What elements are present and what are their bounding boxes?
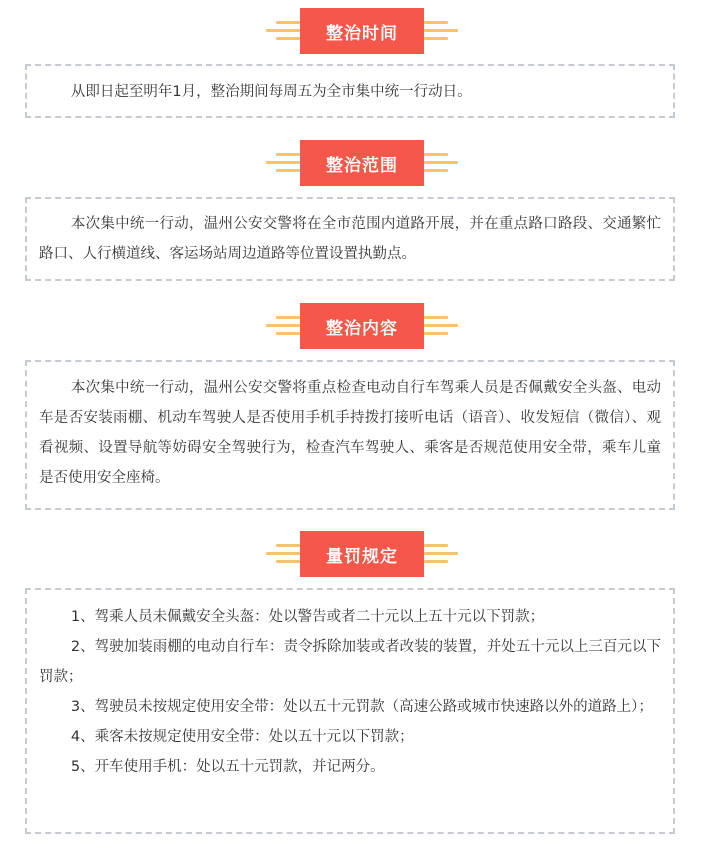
decorative-lines-right [424, 541, 462, 567]
section-title: 整治范围 [300, 140, 424, 186]
paragraph: 从即日起至明年1月，整治期间每周五为全市集中统一行动日。 [70, 84, 472, 100]
section-header-content [0, 303, 715, 349]
decorative-lines-left [262, 541, 300, 567]
decorative-lines-left [262, 18, 300, 44]
section-title: 整治时间 [300, 8, 424, 54]
section-title: 量罚规定 [300, 531, 424, 577]
section-box-time [25, 64, 675, 118]
paragraph: 本次集中统一行动，温州公安交警将在全市范围内道路开展，并在重点路口路段、交通繁忙路口、人行横道线、客运场站周边道路等位置设置执勤点。 [39, 216, 661, 262]
penalty-item: 2、驾驶加装雨棚的电动自行车：责令拆除加装或者改装的装置，并处五十元以上三百元以下罚款； [39, 639, 661, 685]
section-title: 整治内容 [300, 303, 424, 349]
decorative-lines-right [424, 313, 462, 339]
section-header-penalties [0, 531, 715, 577]
penalty-item: 4、乘客未按规定使用安全带：处以五十元以下罚款； [70, 729, 414, 745]
section-box-scope [25, 197, 675, 281]
section-header-scope [0, 140, 715, 186]
section-box-content [25, 360, 675, 510]
penalty-item: 5、开车使用手机：处以五十元罚款，并记两分。 [70, 759, 385, 775]
decorative-lines-right [424, 150, 462, 176]
section-box-penalties [25, 588, 675, 834]
decorative-lines-left [262, 150, 300, 176]
penalty-item: 1、驾乘人员未佩戴安全头盔：处以警告或者二十元以上五十元以下罚款； [70, 609, 545, 625]
paragraph: 本次集中统一行动，温州公安交警将重点检查电动自行车驾乘人员是否佩戴安全头盔、电动车是否安装雨棚、机动车驾驶人是否使用手机手持拨打接听电话（语音）、收发短信（微信）、观看视频、设置导航等妨碍安全驾驶行为，检查汽车驾驶人、乘客是否规范使用安全带，乘车儿童是否使用安全座椅。 [39, 380, 661, 486]
decorative-lines-left [262, 313, 300, 339]
decorative-lines-right [424, 18, 462, 44]
penalty-item: 3、驾驶员未按规定使用安全带：处以五十元罚款（高速公路或城市快速路以外的道路上）； [70, 699, 653, 715]
section-header-time [0, 8, 715, 54]
